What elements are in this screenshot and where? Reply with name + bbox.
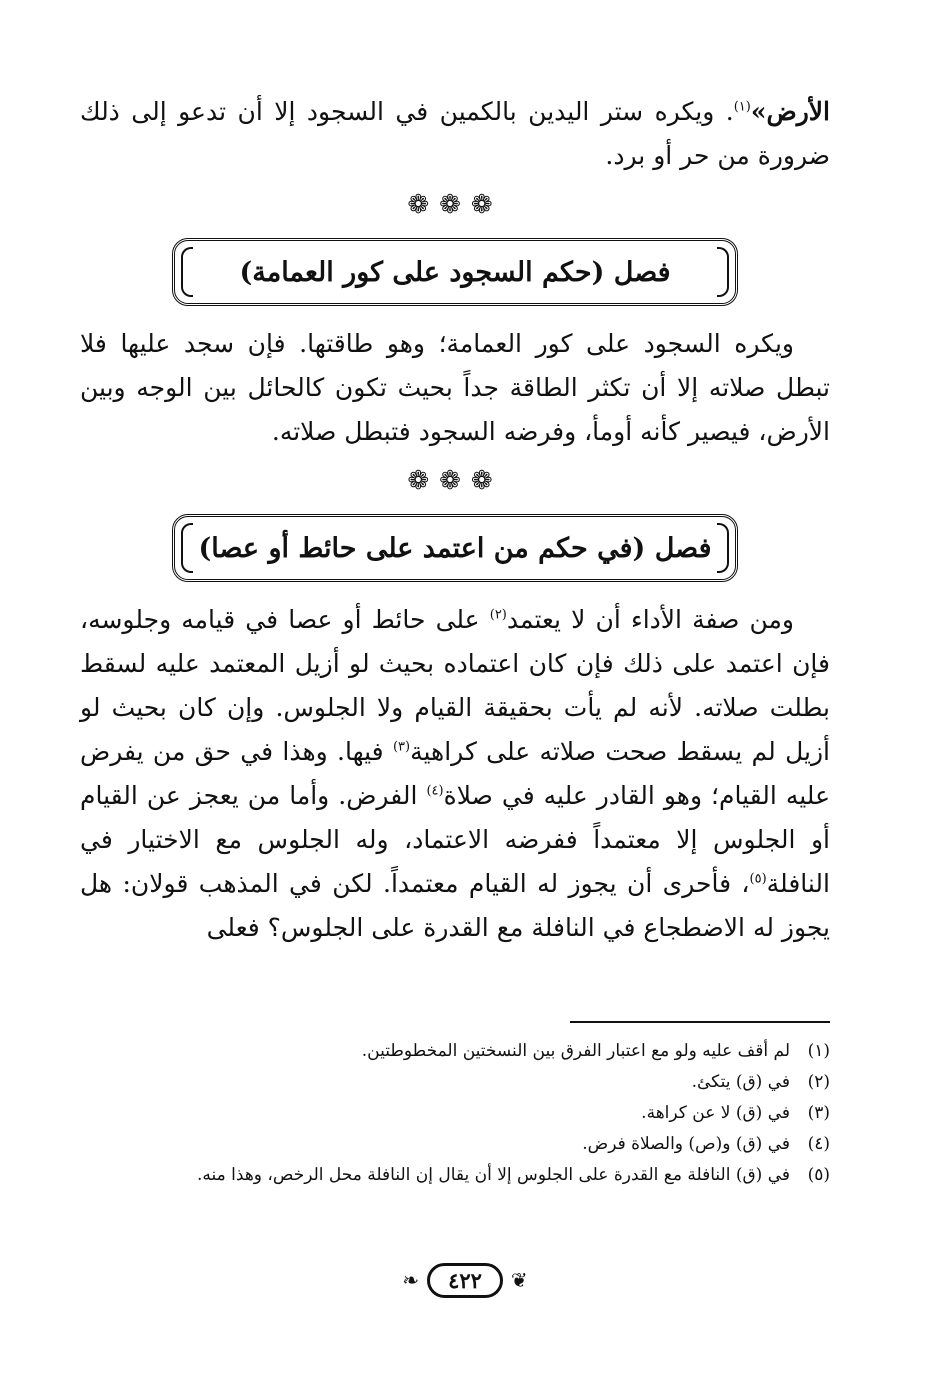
section-divider-stars: ❁❁❁ xyxy=(407,190,503,220)
paragraph-3 xyxy=(80,598,830,950)
section-heading-1 xyxy=(172,238,738,306)
footnote-text: في (ق) النافلة مع القدرة على الجلوس إلا أن يقال إن النافلة محل الرخص، وهذا منه. xyxy=(197,1165,790,1185)
paragraph-3-part-c: فيها. وهذا في حق من يفرض عليه القيام؛ وهو القادر عليه في صلاة xyxy=(80,737,830,810)
footnote-number: (٣) xyxy=(807,1103,830,1123)
footnote-ref-2[interactable]: (٢) xyxy=(489,607,507,623)
paragraph-1-text: . ويكره ستر اليدين بالكمين في السجود إلا أن تدعو إلى ذلك ضرورة من حر أو برد. xyxy=(80,97,830,170)
bold-word: الأرض» xyxy=(750,97,830,126)
footnote-ref-3[interactable]: (٣) xyxy=(392,739,411,755)
footnote-text: في (ق) لا عن كراهة. xyxy=(641,1103,790,1123)
section-heading-2-text: فصل (في حكم من اعتمد على حائط أو عصا) xyxy=(198,532,712,564)
footnote-text: لم أقف عليه ولو مع اعتبار الفرق بين النسختين المخطوطتين. xyxy=(361,1041,790,1061)
page-number-ornament xyxy=(345,1258,585,1302)
page-body xyxy=(80,90,830,950)
footnote-item xyxy=(80,1098,830,1129)
section-heading-2 xyxy=(172,514,738,582)
paragraph-2: ويكره السجود على كور العمامة؛ وهو طاقتها. فإن سجد عليها فلا تبطل صلاته إلا أن تكثر الطاقة جداً بحيث تكون كالحائل بين الوجه وبين الأرض، فيصير كأنه أومأ، وفرضه السجود فتبطل صلاته. xyxy=(80,329,830,446)
paragraph-3-part-d: الفرض. وأما من يعجز عن القيام أو الجلوس إلا معتمداً ففرضه الاعتماد، وله الجلوس مع الاختيار في النافلة xyxy=(80,781,830,898)
footnote-text: في (ق) و(ص) والصلاة فرض. xyxy=(582,1134,790,1154)
paragraph-3-part-b: على حائط أو عصا في قيامه وجلوسه، فإن اعتمد على ذلك فإن كان اعتماده بحيث لو أزيل المعتمد عليه لسقط بطلت صلاته. لأنه لم يأت بحقيقة القيام ولا الجلوس. وإن كان بحيث لو أزيل لم يسقط صحت صلاته على كراهية xyxy=(80,605,830,766)
section-divider-stars-2: ❁❁❁ xyxy=(407,466,503,496)
footnote-item xyxy=(80,1160,830,1191)
footnote-number: (٥) xyxy=(807,1165,830,1185)
footnotes xyxy=(80,1036,830,1191)
section-heading-1-text: فصل (حكم السجود على كور العمامة) xyxy=(239,256,671,288)
footnote-ref-1[interactable]: (١) xyxy=(733,99,751,115)
footnote-item xyxy=(80,1067,830,1098)
paragraph-3-part-e: ، فأحرى أن يجوز له القيام معتمداً. لكن في المذهب قولان: هل يجوز له الاضطجاع في النافلة مع القدرة على الجلوس؟ فعلى xyxy=(80,869,830,942)
ornament-left-icon: ❧ xyxy=(402,1268,420,1292)
ornament-right-icon: ❦ xyxy=(510,1268,528,1292)
footnote-number: (٤) xyxy=(807,1134,830,1154)
footnote-ref-4[interactable]: (٤) xyxy=(426,783,444,799)
footnote-item xyxy=(80,1036,830,1067)
footnote-number: (١) xyxy=(807,1041,830,1061)
footnote-item xyxy=(80,1129,830,1160)
paragraph-1 xyxy=(80,90,830,178)
footnote-separator xyxy=(570,1021,830,1023)
paragraph-3-part-a: ومن صفة الأداء أن لا يعتمد xyxy=(506,605,795,634)
footnote-ref-5[interactable]: (٥) xyxy=(749,871,767,887)
footnote-number: (٢) xyxy=(807,1072,830,1092)
page-number: ٤٢٢ xyxy=(427,1263,503,1298)
footnote-text: في (ق) يتكئ. xyxy=(691,1072,790,1092)
